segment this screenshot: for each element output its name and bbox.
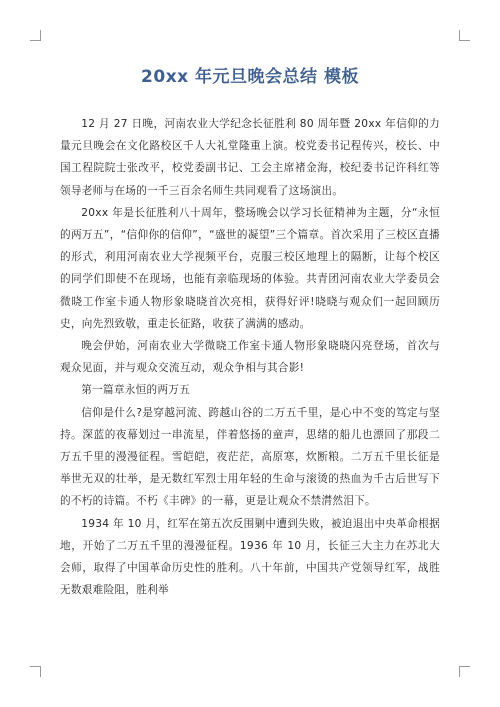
crop-mark-top-left [30,30,41,41]
paragraph-5: 1934 年 10 月，红军在第五次反围剿中遭到失败，被迫退出中央革命根据地，开始了二万五千里的漫漫征程。1936 年 10 月，长征三大主力在苏北大会师，取得了中国革命历史性的胜利。八十年前，中国共产党领导红军，战胜无数艰难险阻，胜利举 [60,517,440,597]
paragraph-4: 信仰是什么?是穿越河流、跨越山谷的二万五千里，是心中不变的笃定与坚持。深蓝的夜幕划过一串流星，伴着悠扬的童声，思绪的船儿也漂回了那段二万五千里的漫漫征程。雪皑皑，夜茫茫，高原寒，炊断粮。二万五千里长征是举世无双的壮举，是无数红军烈士用年轻的生命与滚烫的热血为千古后世写下的不朽的诗篇。不朽《丰碑》的一幕，更是让观众不禁潸然泪下。 [60,406,440,508]
section-heading: 第一篇章永恒的两万五 [81,384,191,397]
paragraph-1: 12 月 27 日晚，河南农业大学纪念长征胜利 80 周年暨 20xx 年信仰的力量元旦晚会在文化路校区千人大礼堂隆重上演。校党委书记程传兴，校长、中国工程院院士张改平，校党委副书记、工会主席褚金海，校纪委书记许科红等领导老师与在场的一千三百余名师生共同观看了这场演出。 [60,118,440,197]
paragraph-2: 20xx 年是长征胜利八十周年，整场晚会以学习长征精神为主题，分“永恒的两万五”，“信仰你的信仰”，“盛世的凝望”三个篇章。首次采用了三校区直播的形式，利用河南农业大学视频平台，克服三校区地理上的隔断，让每个校区的同学们即使不在现场，也能有亲临现场的体验。共青团河南农业大学委员会微晓工作室卡通人物形象晓晓首次亮相，获得好评!晓晓与观众们一起回顾历史，向先烈致敬，重走长征路，收获了满满的感动。 [60,206,440,330]
crop-mark-top-right [459,30,470,41]
document-title: 20xx 年元旦晚会总结 模板 [141,67,359,87]
crop-mark-bottom-right [459,666,470,677]
crop-mark-bottom-left [30,666,41,677]
document-page [60,62,440,601]
paragraph-3: 晚会伊始，河南农业大学微晓工作室卡通人物形象晓晓闪亮登场，首次与观众见面，并与观众交流互动，观众争相与其合影! [60,340,440,375]
